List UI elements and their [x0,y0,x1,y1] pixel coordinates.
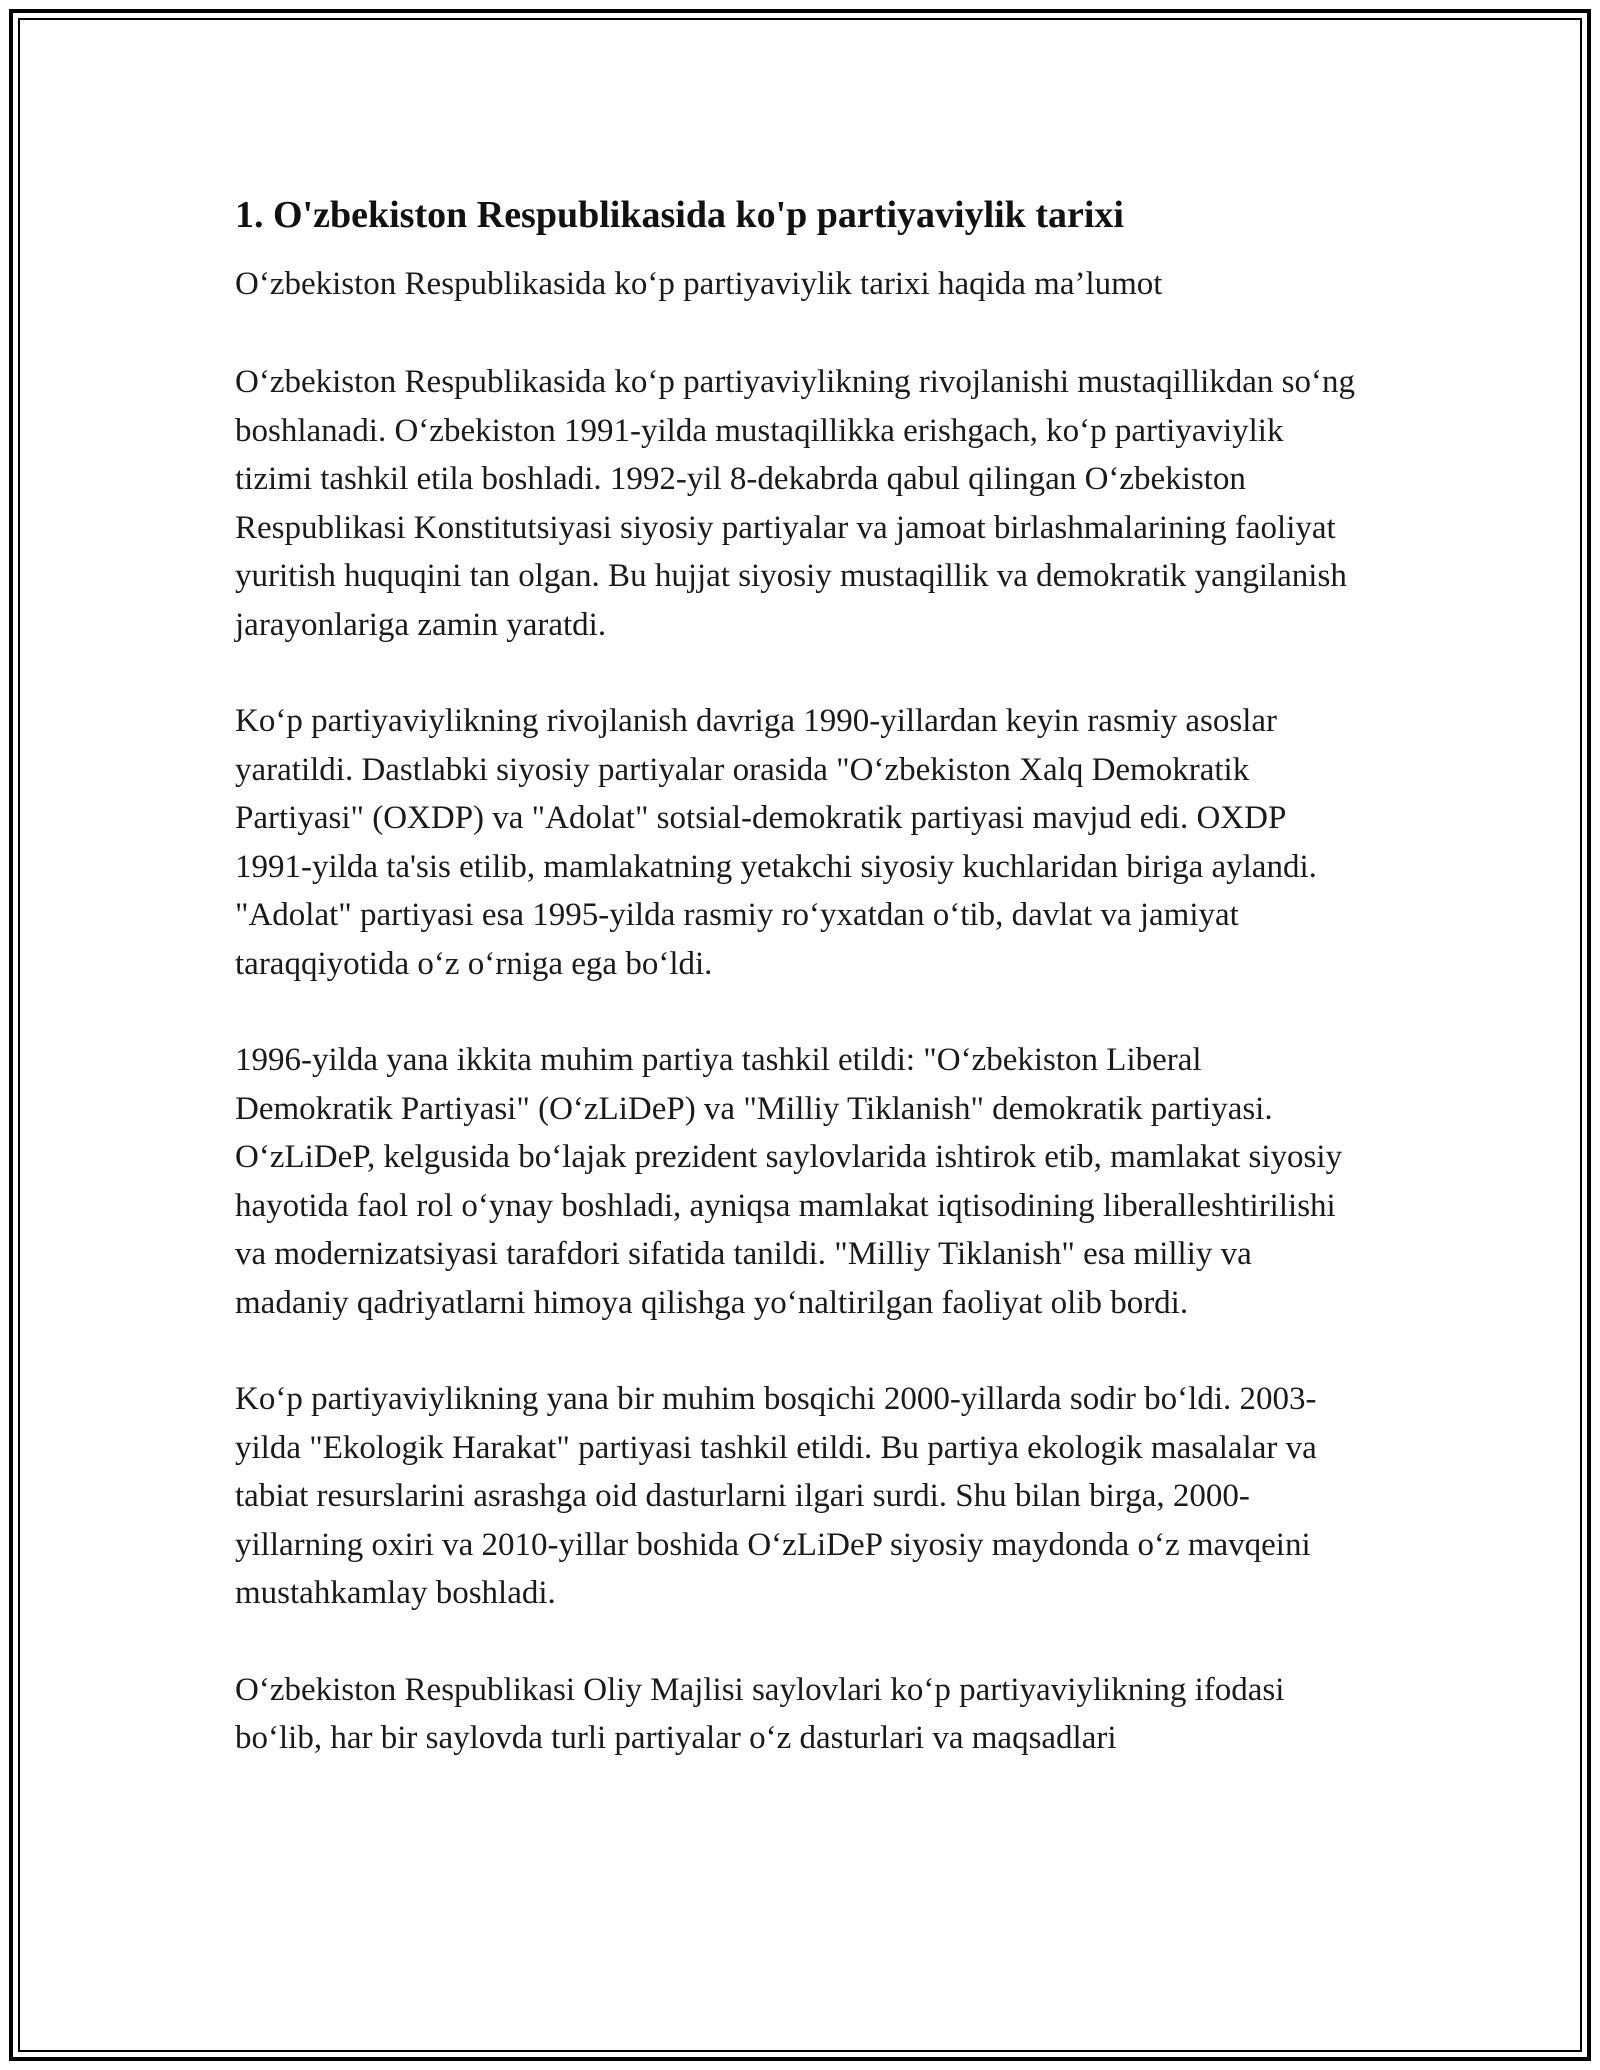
paragraph-4: Ko‘p partiyaviylikning yana bir muhim bosqichi 2000-yillarda sodir bo‘ldi. 2003-yilda "Ekologik Harakat" partiyasi tashkil etildi. Bu partiya ekologik masalalar va tabiat resurslarini asrashga oid dasturlarni ilgari surdi. Shu bilan birga, 2000-yillarning oxiri va 2010-yillar boshida O‘zLiDeP siyosiy maydonda o‘z mavqeini mustahkamlay boshladi. [235,1381,1317,1611]
paragraph-5: O‘zbekiston Respublikasi Oliy Majlisi saylovlari ko‘p partiyaviylikning ifodasi bo‘lib, har bir saylovda turli partiyalar o‘z dasturlari va maqsadlari [235,1671,1285,1756]
paragraph-3: 1996-yilda yana ikkita muhim partiya tashkil etildi: "O‘zbekiston Liberal Demokratik Partiyasi" (O‘zLiDeP) va "Milliy Tiklanish" demokratik partiyasi. O‘zLiDeP, kelgusida bo‘lajak prezident saylovlarida ishtirok etib, mamlakat siyosiy hayotida faol rol o‘ynay boshladi, ayniqsa mamlakat iqtisodining liberalleshtirilishi va modernizatsiyasi tarafdori sifatida tanildi. "Milliy Tiklanish" esa milliy va madaniy qadriyatlarni himoya qilishga yo‘naltirilgan faoliyat olib bordi. [235,1042,1343,1321]
document-body [235,190,1365,1811]
paragraph-1: O‘zbekiston Respublikasida ko‘p partiyaviylikning rivojlanishi mustaqillikdan so‘ng boshlanadi. O‘zbekiston 1991-yilda mustaqillikka erishgach, ko‘p partiyaviylik tizimi tashkil etila boshladi. 1992-yil 8-dekabrda qabul qilingan O‘zbekiston Respublikasi Konstitutsiyasi siyosiy partiyalar va jamoat birlashmalarining faoliyat yuritish huquqini tan olgan. Bu hujjat siyosiy mustaqillik va demokratik yangilanish jarayonlariga zamin yaratdi. [235,364,1356,643]
document-title: 1. O'zbekiston Respublikasida ko'p partiyaviylik tarixi [235,194,1124,236]
document-subtitle: O‘zbekiston Respublikasida ko‘p partiyaviylik tarixi haqida ma’lumot [235,266,1163,302]
paragraph-2: Ko‘p partiyaviylikning rivojlanish davriga 1990-yillardan keyin rasmiy asoslar yaratildi. Dastlabki siyosiy partiyalar orasida "O‘zbekiston Xalq Demokratik Partiyasi" (OXDP) va "Adolat" sotsial-demokratik partiyasi mavjud edi. OXDP 1991-yilda ta'sis etilib, mamlakatning yetakchi siyosiy kuchlaridan biriga aylandi. "Adolat" partiyasi esa 1995-yilda rasmiy ro‘yxatdan o‘tib, davlat va jamiyat taraqqiyotida o‘z o‘rniga ega bo‘ldi. [235,703,1317,982]
